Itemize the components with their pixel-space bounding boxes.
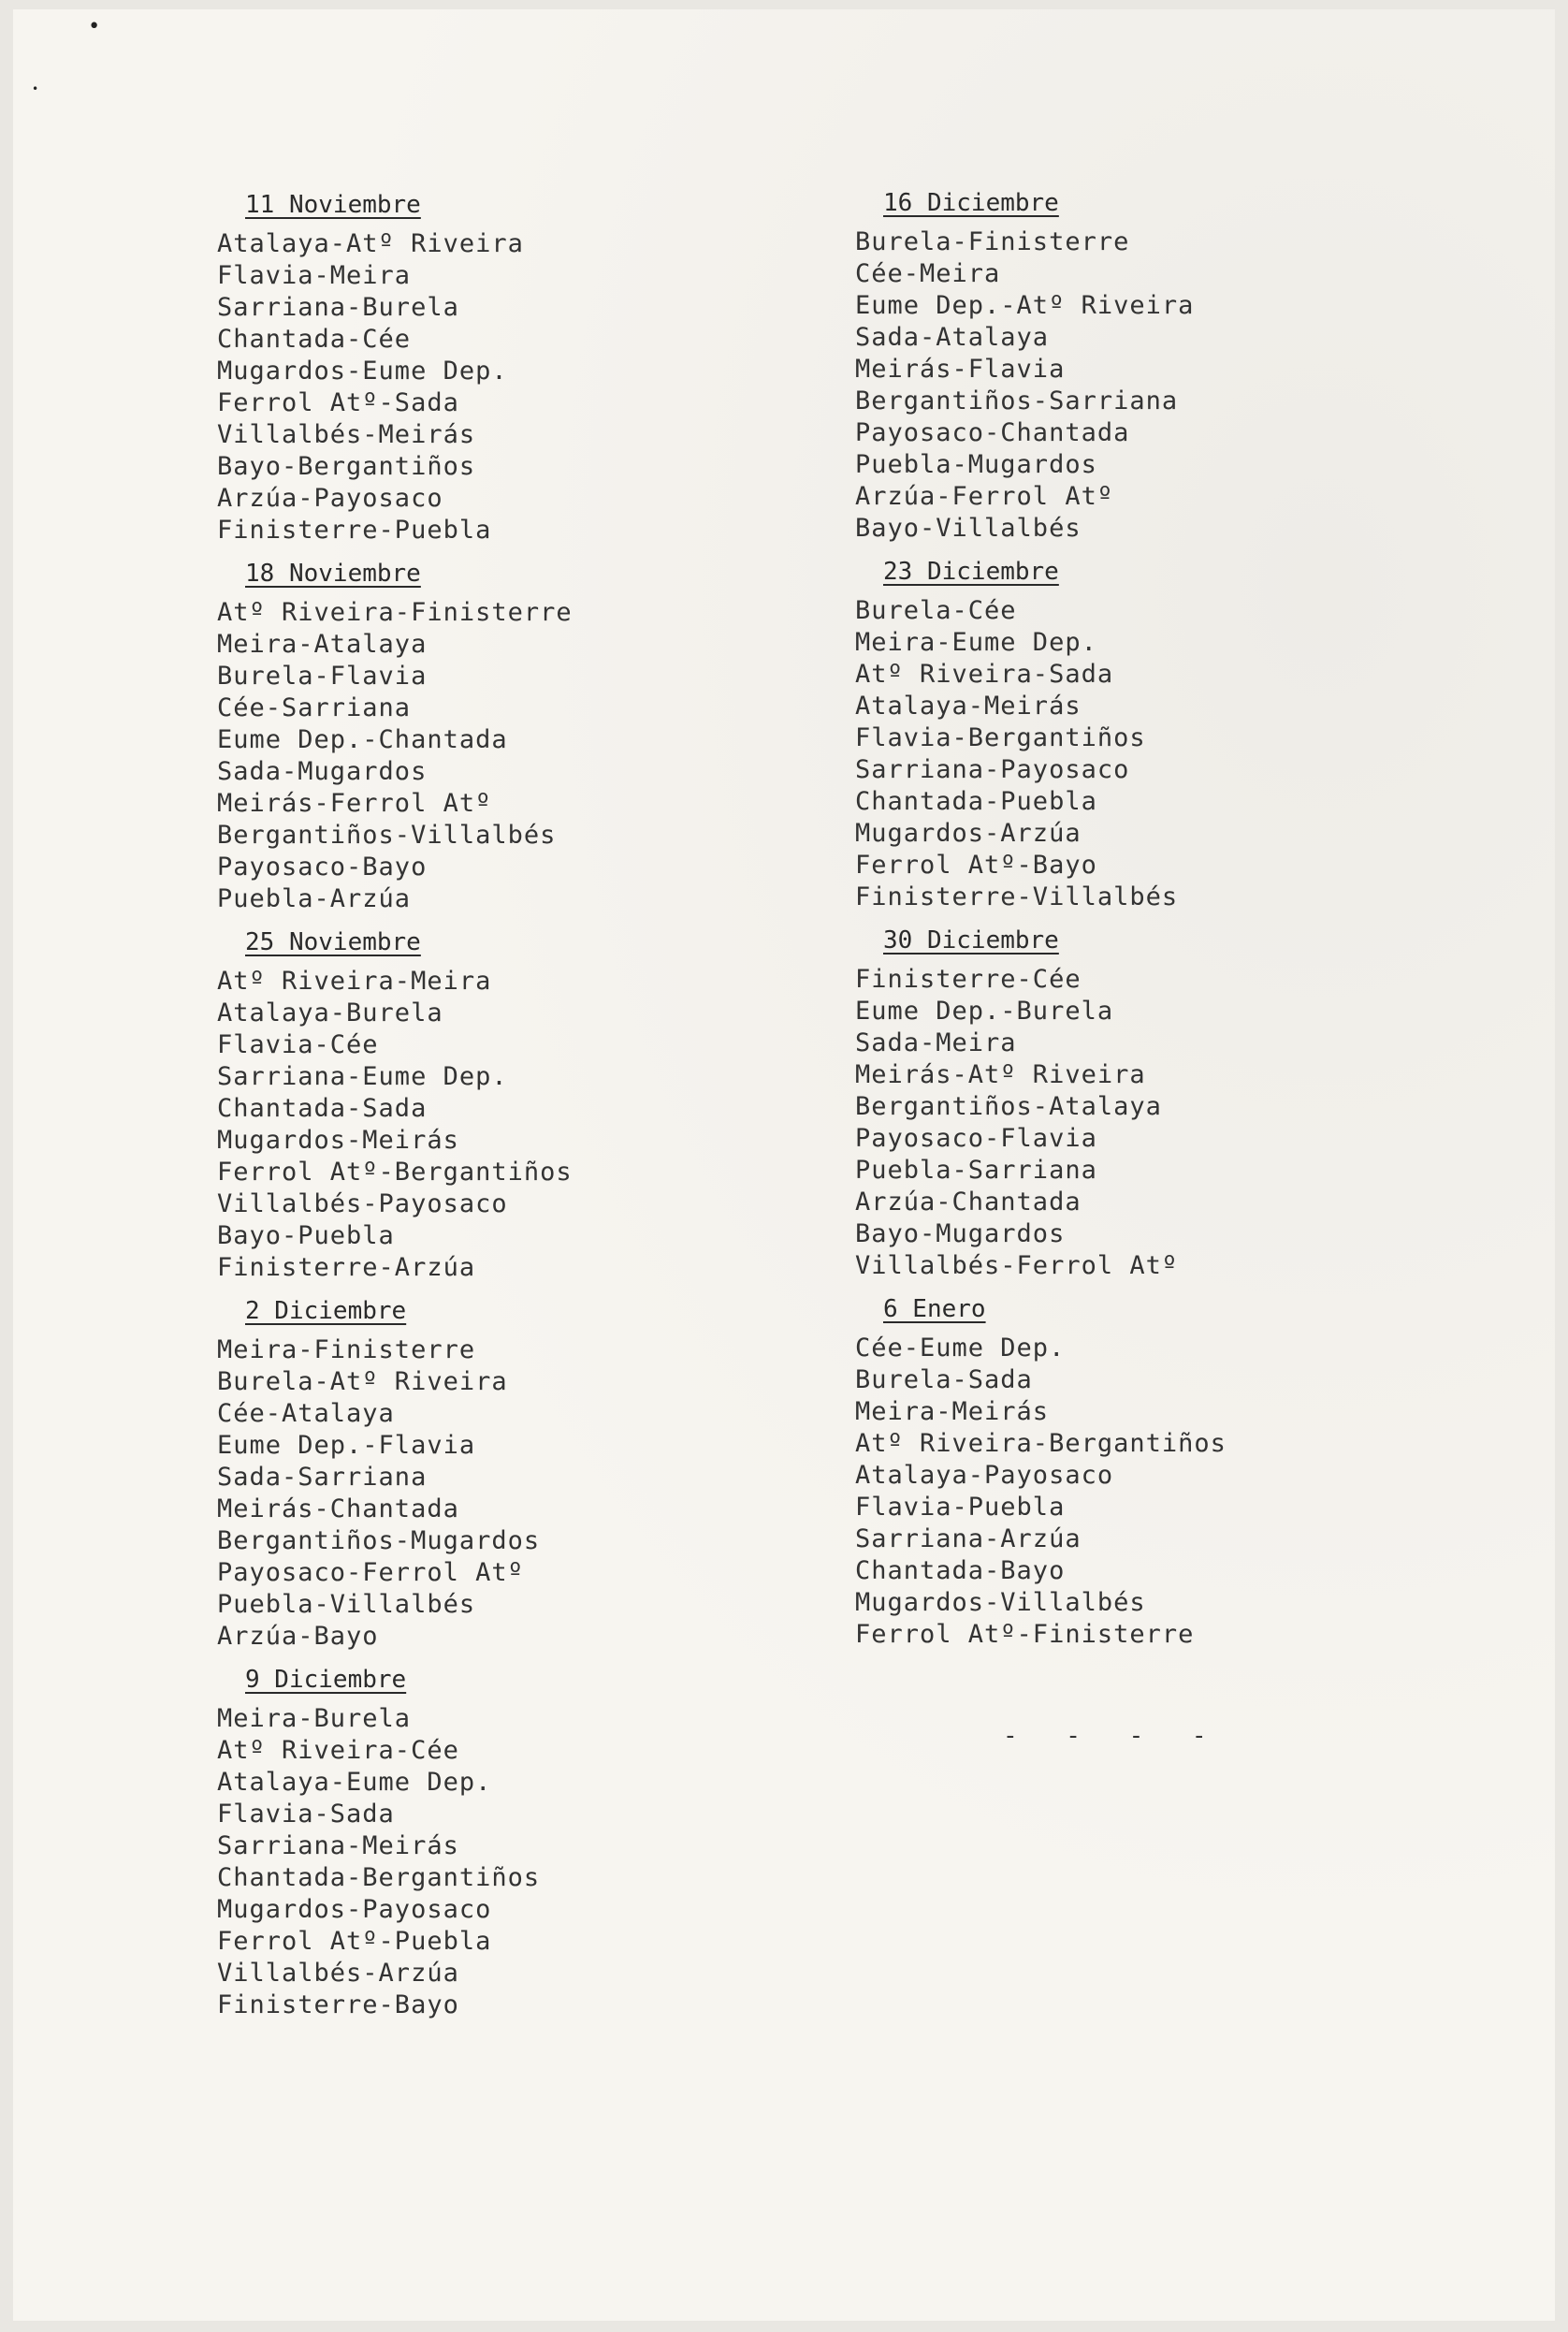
fixture: Meirás-Chantada bbox=[217, 1494, 459, 1523]
fixture: Finisterre-Cée bbox=[855, 965, 1082, 994]
fixture: Atalaya-Meirás bbox=[855, 692, 1082, 721]
fixture: Atº Riveira-Finisterre bbox=[217, 598, 573, 627]
fixture: Villalbés-Payosaco bbox=[217, 1189, 508, 1218]
fixture: Cée-Sarriana bbox=[217, 693, 412, 722]
fixture: Arzúa-Chantada bbox=[855, 1188, 1082, 1217]
round-date: 9 Diciembre bbox=[245, 1666, 407, 1694]
fixture: Mugardos-Arzúa bbox=[855, 819, 1082, 848]
fixture: Payosaco-Ferrol Atº bbox=[217, 1558, 524, 1587]
fixture: Arzúa-Payosaco bbox=[217, 484, 443, 513]
fixture: Meirás-Atº Riveira bbox=[855, 1060, 1146, 1089]
fixture: Sada-Meira bbox=[855, 1028, 1017, 1057]
fixture: Bayo-Puebla bbox=[217, 1221, 395, 1250]
round-date: 18 Noviembre bbox=[245, 560, 421, 588]
fixture: Bergantiños-Villalbés bbox=[217, 821, 557, 850]
round-section bbox=[217, 1662, 891, 2021]
right-column bbox=[855, 185, 1529, 1660]
fixture: Puebla-Mugardos bbox=[855, 450, 1097, 479]
fixture: Sarriana-Eume Dep. bbox=[217, 1062, 508, 1091]
fixture: Cée-Eume Dep. bbox=[855, 1334, 1066, 1363]
fixture: Payosaco-Chantada bbox=[855, 418, 1130, 447]
fixture: Atº Riveira-Meira bbox=[217, 967, 492, 996]
round-section bbox=[855, 185, 1529, 545]
left-column bbox=[217, 187, 891, 2031]
fixture: Ferrol Atº-Puebla bbox=[217, 1927, 492, 1956]
round-date: 6 Enero bbox=[883, 1295, 986, 1323]
fixture: Finisterre-Villalbés bbox=[855, 882, 1179, 911]
round-section bbox=[855, 554, 1529, 913]
fixture: Meira-Burela bbox=[217, 1704, 412, 1733]
fixture: Mugardos-Eume Dep. bbox=[217, 357, 508, 386]
fixture: Sarriana-Payosaco bbox=[855, 755, 1130, 784]
fixture: Payosaco-Flavia bbox=[855, 1124, 1097, 1153]
ink-speck-icon: • bbox=[32, 82, 39, 95]
fixture: Atº Riveira-Bergantiños bbox=[855, 1429, 1227, 1458]
fixture: Bayo-Mugardos bbox=[855, 1219, 1066, 1248]
fixture: Flavia-Meira bbox=[217, 261, 412, 290]
fixture: Ferrol Atº-Finisterre bbox=[855, 1620, 1195, 1649]
round-date: 2 Diciembre bbox=[245, 1297, 407, 1325]
fixture: Arzúa-Ferrol Atº bbox=[855, 482, 1114, 511]
round-date: 30 Diciembre bbox=[883, 926, 1059, 955]
round-date: 16 Diciembre bbox=[883, 189, 1059, 217]
fixture: Chantada-Sada bbox=[217, 1094, 428, 1123]
round-section bbox=[217, 925, 891, 1284]
fixture: Chantada-Cée bbox=[217, 325, 412, 354]
ink-mark-icon: • bbox=[88, 15, 101, 38]
fixture: Atº Riveira-Cée bbox=[217, 1736, 459, 1765]
fixture: Flavia-Bergantiños bbox=[855, 723, 1146, 752]
fixture: Burela-Atº Riveira bbox=[217, 1367, 508, 1396]
round-section bbox=[855, 1291, 1529, 1651]
round-date: 23 Diciembre bbox=[883, 558, 1059, 586]
fixture: Arzúa-Bayo bbox=[217, 1622, 379, 1651]
fixture: Villalbés-Ferrol Atº bbox=[855, 1251, 1179, 1280]
fixture: Ferrol Atº-Bergantiños bbox=[217, 1158, 573, 1187]
fixture: Burela-Finisterre bbox=[855, 227, 1130, 256]
fixture: Cée-Meira bbox=[855, 259, 1001, 288]
fixture: Eume Dep.-Atº Riveira bbox=[855, 291, 1195, 320]
fixture: Atalaya-Eume Dep. bbox=[217, 1768, 492, 1797]
fixture: Cée-Atalaya bbox=[217, 1399, 395, 1428]
fixture: Sada-Atalaya bbox=[855, 323, 1050, 352]
fixture: Burela-Flavia bbox=[217, 662, 428, 691]
round-section bbox=[217, 556, 891, 915]
fixture: Ferrol Atº-Sada bbox=[217, 388, 459, 417]
fixture: Meirás-Flavia bbox=[855, 355, 1066, 384]
fixture: Chantada-Puebla bbox=[855, 787, 1097, 816]
fixture: Bayo-Villalbés bbox=[855, 514, 1082, 543]
fixture: Atalaya-Atº Riveira bbox=[217, 229, 524, 258]
document-page bbox=[13, 9, 1555, 2321]
fixture: Bergantiños-Mugardos bbox=[217, 1526, 541, 1555]
fixture: Bayo-Bergantiños bbox=[217, 452, 476, 481]
fixture: Finisterre-Bayo bbox=[217, 1990, 459, 2019]
round-date: 11 Noviembre bbox=[245, 191, 421, 219]
fixture: Finisterre-Arzúa bbox=[217, 1253, 476, 1282]
fixture: Sada-Mugardos bbox=[217, 757, 428, 786]
fixture: Sada-Sarriana bbox=[217, 1463, 428, 1492]
fixture: Sarriana-Burela bbox=[217, 293, 459, 322]
fixture: Eume Dep.-Burela bbox=[855, 997, 1114, 1026]
fixture: Eume Dep.-Flavia bbox=[217, 1431, 476, 1460]
fixture: Bergantiños-Sarriana bbox=[855, 386, 1179, 415]
fixture: Finisterre-Puebla bbox=[217, 516, 492, 545]
fixture: Eume Dep.-Chantada bbox=[217, 725, 508, 754]
round-date: 25 Noviembre bbox=[245, 928, 421, 956]
fixture: Mugardos-Payosaco bbox=[217, 1895, 492, 1924]
fixture: Payosaco-Bayo bbox=[217, 853, 428, 882]
round-section bbox=[217, 1293, 891, 1653]
fixture: Villalbés-Meirás bbox=[217, 420, 476, 449]
fixture: Bergantiños-Atalaya bbox=[855, 1092, 1162, 1121]
fixture: Flavia-Puebla bbox=[855, 1493, 1066, 1522]
fixture: Meira-Finisterre bbox=[217, 1335, 476, 1364]
fixture: Puebla-Sarriana bbox=[855, 1156, 1097, 1185]
round-section bbox=[855, 923, 1529, 1282]
fixture: Mugardos-Villalbés bbox=[855, 1588, 1146, 1617]
fixture: Meira-Atalaya bbox=[217, 630, 428, 659]
fixture: Villalbés-Arzúa bbox=[217, 1959, 459, 1988]
fixture: Atalaya-Payosaco bbox=[855, 1461, 1114, 1490]
fixture: Atº Riveira-Sada bbox=[855, 660, 1114, 689]
fixture: Meira-Eume Dep. bbox=[855, 628, 1097, 657]
fixture: Sarriana-Arzúa bbox=[855, 1524, 1082, 1553]
fixture: Chantada-Bayo bbox=[855, 1556, 1066, 1585]
fixture: Sarriana-Meirás bbox=[217, 1831, 459, 1860]
fixture: Meira-Meirás bbox=[855, 1397, 1050, 1426]
round-section bbox=[217, 187, 891, 547]
fixture: Atalaya-Burela bbox=[217, 998, 443, 1028]
fixture: Ferrol Atº-Bayo bbox=[855, 851, 1097, 880]
fixture: Chantada-Bergantiños bbox=[217, 1863, 541, 1892]
fixture: Meirás-Ferrol Atº bbox=[217, 789, 492, 818]
fixture: Flavia-Cée bbox=[217, 1030, 379, 1059]
fixture: Mugardos-Meirás bbox=[217, 1126, 459, 1155]
fixture: Flavia-Sada bbox=[217, 1800, 395, 1829]
fixture: Burela-Sada bbox=[855, 1365, 1033, 1394]
fixture: Puebla-Arzúa bbox=[217, 884, 412, 913]
fixture: Burela-Cée bbox=[855, 596, 1017, 625]
end-mark: - - - - bbox=[1003, 1722, 1224, 1750]
fixture: Puebla-Villalbés bbox=[217, 1590, 476, 1619]
